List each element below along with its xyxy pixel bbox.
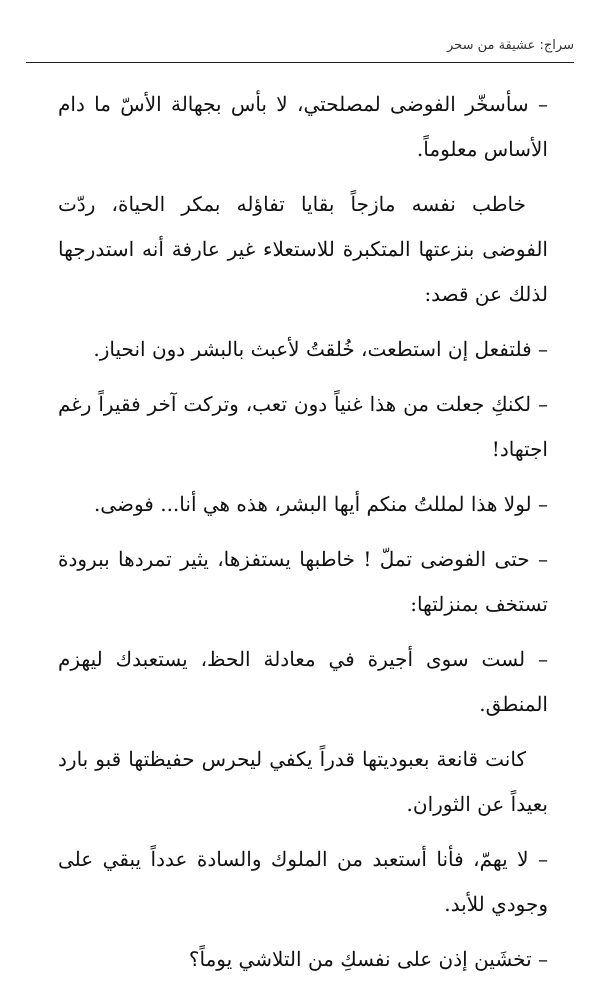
- paragraph-dialogue: – سأسخّر الفوضى لمصلحتي، لا بأس بجهالة الأسّ ما دام الأساس معلوماً.: [58, 92, 548, 161]
- running-header: سراج: عشيقة من سحر: [447, 38, 574, 53]
- paragraph-dialogue: – لولا هذا لمللتُ منكم أيها البشر، هذه هي أنا... فوضى.: [93, 492, 548, 516]
- paragraph-narration: خاطب نفسه مازجاً بقايا تفاؤله بمكر الحياة، ردّت الفوضى بنزعتها المتكبرة للاستعلاء غير عارفة أنه استدرجها لذلك عن قصد:: [58, 192, 548, 306]
- paragraph-narration: كانت قانعة بعبوديتها قدراً يكفي ليحرس حفيظتها قبو بارد بعيداً عن الثوران.: [58, 747, 548, 816]
- paragraph-dialogue: – فلتفعل إن استطعت، خُلقتُ لأعبث بالبشر دون انحياز.: [93, 337, 548, 361]
- paragraph-dialogue: – لكنكِ جعلت من هذا غنياً دون تعب، وتركت آخر فقيراً رغم اجتهاد!: [58, 392, 548, 461]
- paragraph-dialogue: – لا يهمّ، فأنا أستعبد من الملوك والسادة عدداً يبقي على وجودي للأبد.: [58, 847, 548, 916]
- paragraph-dialogue: – تخشَين إذن على نفسكِ من التلاشي يوماً؟: [188, 947, 548, 971]
- body-text: [58, 82, 548, 992]
- paragraph-dialogue: – لست سوى أجيرة في معادلة الحظ، يستعبدك ليهزم المنطق.: [58, 647, 548, 716]
- header-divider: [26, 62, 574, 63]
- paragraph-dialogue: – حتى الفوضى تملّ ! خاطبها يستفزها، يثير تمردها ببرودة تستخف بمنزلتها:: [58, 547, 548, 616]
